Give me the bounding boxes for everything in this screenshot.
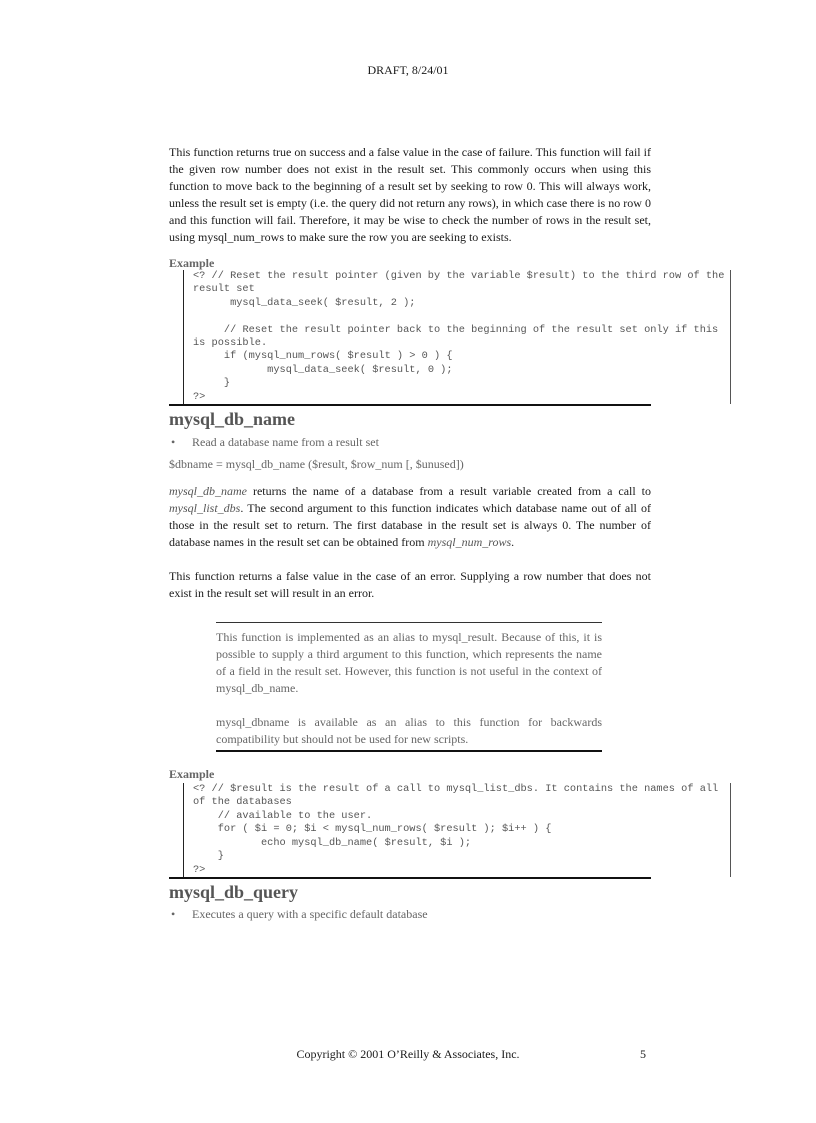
example-label: Example xyxy=(169,256,215,270)
section-title-mysql-db-name: mysql_db_name xyxy=(169,409,296,430)
copyright-notice: Copyright © 2001 O’Reilly & Associates, Inc. xyxy=(296,1047,520,1061)
code-text: <? // Reset the result pointer (given by the variable $result) to the third row of the result set mysql_data_seek( $result, 2 ); // Reset the result pointer back to the beginning of the result set only if this is possible. if (mysql_num_rows( $result ) > 0 ) { mysql_data_seek( $result, 0 ); } ?> xyxy=(193,270,725,403)
code-right-bar xyxy=(730,783,731,877)
function-signature: $dbname = mysql_db_name ($result, $row_num [, $unused]) xyxy=(169,457,464,472)
section-title-mysql-db-query: mysql_db_query xyxy=(169,881,299,902)
page-number: 5 xyxy=(640,1047,646,1061)
note-box xyxy=(216,622,602,752)
note-paragraph-1: This function is implemented as an alias to mysql_result. Because of this, it is possible to supply a third argument to this function, which represents the name of a field in the result set. However, this function is not useful in the context of mysql_db_name. xyxy=(216,630,602,696)
running-header: DRAFT, 8/24/01 xyxy=(367,63,449,77)
section-rule xyxy=(169,404,651,406)
error-paragraph: This function returns a false value in the case of an error. Supplying a row number that does not exist in the result set will result in an error. xyxy=(169,569,651,601)
page-content xyxy=(169,144,725,922)
list-dbs-ref: mysql_list_dbs xyxy=(169,501,241,516)
code-block-db-name xyxy=(183,783,731,877)
example-label: Example xyxy=(169,767,215,782)
fn-name-ref: mysql_db_name xyxy=(169,484,247,499)
bullet-text: Executes a query with a specific default database xyxy=(192,906,428,921)
bullet-dot: • xyxy=(171,906,176,921)
code-text: <? // $result is the result of a call to mysql_list_dbs. It contains the names of all of the databases // available to the user. for ( $i = 0; $i < mysql_num_rows( $result ); $i++ ) { echo mysql_db_name( $result, $i ); } ?> xyxy=(193,783,719,876)
bullet-text: Read a database name from a result set xyxy=(192,435,379,450)
note-paragraph-2: mysql_dbname is available as an alias to this function for backwards compatibility but should not be used for new scripts. xyxy=(216,715,602,747)
intro-paragraph: This function returns true on success and a false value in the case of failure. This function will fail if the given row number does not exist in the result set. This commonly occurs when using this function to move back to the beginning of a result set by seeking to row 0. This will always work, unless the result set is empty (i.e. the query did not return any rows), in which case there is no row 0 and this function will fail. Therefore, it may be wise to check the number of rows in the result set, using mysql_num_rows to make sure the row you are seeking to exists. xyxy=(169,145,651,244)
code-right-bar xyxy=(730,270,731,404)
summary-bullet xyxy=(169,434,651,450)
section-rule xyxy=(169,877,651,879)
num-rows-ref: mysql_num_rows xyxy=(427,535,512,550)
bullet-dot: • xyxy=(171,435,176,450)
summary-bullet xyxy=(169,906,651,922)
description-paragraph: mysql_db_name returns the name of a database from a result variable created from a call to mysql_list_dbs. The second argument to this function indicates which database name out of all of those in the result set to return. The first database in the result set is always 0. The number of database names in the result set can be obtained from mysql_num_rows. xyxy=(169,484,651,550)
code-block-data-seek xyxy=(183,270,731,404)
